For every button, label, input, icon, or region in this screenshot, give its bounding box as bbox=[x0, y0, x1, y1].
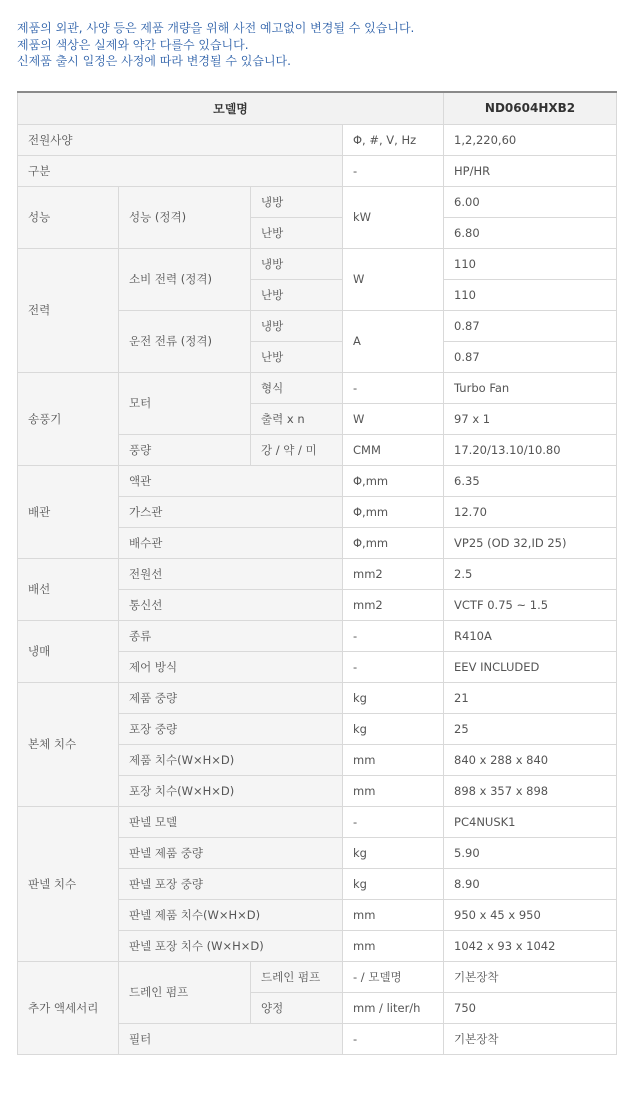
item-label: 필터 bbox=[119, 1023, 343, 1054]
table-row bbox=[18, 248, 617, 279]
item-label: 판넬 제품 중량 bbox=[119, 837, 343, 868]
mode-label: 난방 bbox=[251, 217, 343, 248]
mode-label: 냉방 bbox=[251, 310, 343, 341]
item-label: 판넬 모델 bbox=[119, 806, 343, 837]
group-label: 배관 bbox=[18, 465, 119, 558]
group-label: 본체 치수 bbox=[18, 682, 119, 806]
row-value: 6.80 bbox=[444, 217, 617, 248]
item-label: 제품 치수(W×H×D) bbox=[119, 744, 343, 775]
item-label: 종류 bbox=[119, 620, 343, 651]
row-value: EEV INCLUDED bbox=[444, 651, 617, 682]
sub-label: 풍량 bbox=[119, 434, 251, 465]
row-value: 1,2,220,60 bbox=[444, 124, 617, 155]
row-value: HP/HR bbox=[444, 155, 617, 186]
sub-label: 드레인 펌프 bbox=[119, 961, 251, 1023]
row-value: 21 bbox=[444, 682, 617, 713]
table-row bbox=[18, 558, 617, 589]
row-value: 110 bbox=[444, 248, 617, 279]
row-unit: Φ,mm bbox=[343, 465, 444, 496]
row-unit: kg bbox=[343, 682, 444, 713]
row-unit: Φ, #, V, Hz bbox=[343, 124, 444, 155]
row-value: R410A bbox=[444, 620, 617, 651]
sub-label: 성능 (정격) bbox=[119, 186, 251, 248]
item-label: 배수관 bbox=[119, 527, 343, 558]
mode-label: 냉방 bbox=[251, 248, 343, 279]
row-unit: W bbox=[343, 403, 444, 434]
row-unit: - bbox=[343, 155, 444, 186]
mode-label: 난방 bbox=[251, 279, 343, 310]
row-unit: CMM bbox=[343, 434, 444, 465]
spec-table bbox=[17, 91, 617, 1055]
row-unit: A bbox=[343, 310, 444, 372]
mode-label: 난방 bbox=[251, 341, 343, 372]
row-unit: mm2 bbox=[343, 589, 444, 620]
item-label: 통신선 bbox=[119, 589, 343, 620]
row-value: 2.5 bbox=[444, 558, 617, 589]
row-value: 110 bbox=[444, 279, 617, 310]
group-label: 배선 bbox=[18, 558, 119, 620]
row-unit: mm bbox=[343, 899, 444, 930]
row-value: 25 bbox=[444, 713, 617, 744]
row-unit: - bbox=[343, 806, 444, 837]
group-label: 냉매 bbox=[18, 620, 119, 682]
row-value: 898 x 357 x 898 bbox=[444, 775, 617, 806]
notice-text bbox=[17, 20, 414, 70]
table-row bbox=[18, 124, 617, 155]
notice-line: 신제품 출시 일정은 사정에 따라 변경될 수 있습니다. bbox=[17, 54, 291, 68]
row-unit: kg bbox=[343, 837, 444, 868]
row-value: VP25 (OD 32,ID 25) bbox=[444, 527, 617, 558]
group-label: 전력 bbox=[18, 248, 119, 372]
item-label: 판넬 제품 치수(W×H×D) bbox=[119, 899, 343, 930]
row-unit: - / 모델명 bbox=[343, 961, 444, 992]
row-value: 950 x 45 x 950 bbox=[444, 899, 617, 930]
row-value: 6.35 bbox=[444, 465, 617, 496]
table-row bbox=[18, 620, 617, 651]
mode-label: 냉방 bbox=[251, 186, 343, 217]
item-label: 형식 bbox=[251, 372, 343, 403]
row-value: Turbo Fan bbox=[444, 372, 617, 403]
sub-label: 운전 전류 (정격) bbox=[119, 310, 251, 372]
sub-label: 모터 bbox=[119, 372, 251, 434]
model-label: 모델명 bbox=[18, 92, 444, 124]
table-row bbox=[18, 806, 617, 837]
sub-label: 소비 전력 (정격) bbox=[119, 248, 251, 310]
notice-line: 제품의 색상은 실제와 약간 다를수 있습니다. bbox=[17, 37, 249, 52]
row-value: 840 x 288 x 840 bbox=[444, 744, 617, 775]
item-label: 출력 x n bbox=[251, 403, 343, 434]
model-value: ND0604HXB2 bbox=[444, 92, 617, 124]
row-value: VCTF 0.75 ~ 1.5 bbox=[444, 589, 617, 620]
row-value: 1042 x 93 x 1042 bbox=[444, 930, 617, 961]
group-label: 송풍기 bbox=[18, 372, 119, 465]
row-label: 구분 bbox=[18, 155, 343, 186]
item-label: 양정 bbox=[251, 992, 343, 1023]
notice-line: 제품의 외관, 사양 등은 제품 개량을 위해 사전 예고없이 변경될 수 있습니다. bbox=[17, 21, 415, 35]
row-unit: kW bbox=[343, 186, 444, 248]
row-unit: - bbox=[343, 620, 444, 651]
row-unit: - bbox=[343, 372, 444, 403]
row-value: 17.20/13.10/10.80 bbox=[444, 434, 617, 465]
item-label: 제어 방식 bbox=[119, 651, 343, 682]
group-label: 추가 액세서리 bbox=[18, 961, 119, 1054]
row-label: 전원사양 bbox=[18, 124, 343, 155]
row-value: 97 x 1 bbox=[444, 403, 617, 434]
row-unit: Φ,mm bbox=[343, 527, 444, 558]
table-row bbox=[18, 186, 617, 217]
row-value: 0.87 bbox=[444, 310, 617, 341]
item-label: 액관 bbox=[119, 465, 343, 496]
row-value: 8.90 bbox=[444, 868, 617, 899]
item-label: 판넬 포장 치수 (W×H×D) bbox=[119, 930, 343, 961]
row-unit: W bbox=[343, 248, 444, 310]
row-value: 750 bbox=[444, 992, 617, 1023]
table-row bbox=[18, 372, 617, 403]
row-unit: - bbox=[343, 1023, 444, 1054]
table-header-row bbox=[18, 92, 617, 124]
group-label: 판넬 치수 bbox=[18, 806, 119, 961]
row-unit: mm bbox=[343, 930, 444, 961]
item-label: 전원선 bbox=[119, 558, 343, 589]
item-label: 가스관 bbox=[119, 496, 343, 527]
item-label: 판넬 포장 중량 bbox=[119, 868, 343, 899]
row-unit: - bbox=[343, 651, 444, 682]
row-value: 기본장착 bbox=[444, 961, 617, 992]
item-label: 드레인 펌프 bbox=[251, 961, 343, 992]
row-value: 기본장착 bbox=[444, 1023, 617, 1054]
row-value: 6.00 bbox=[444, 186, 617, 217]
row-value: PC4NUSK1 bbox=[444, 806, 617, 837]
row-unit: Φ,mm bbox=[343, 496, 444, 527]
group-label: 성능 bbox=[18, 186, 119, 248]
row-value: 12.70 bbox=[444, 496, 617, 527]
table-row bbox=[18, 961, 617, 992]
table-row bbox=[18, 682, 617, 713]
table-row bbox=[18, 155, 617, 186]
row-unit: mm / liter/h bbox=[343, 992, 444, 1023]
row-unit: mm2 bbox=[343, 558, 444, 589]
item-label: 제품 중량 bbox=[119, 682, 343, 713]
item-label: 포장 치수(W×H×D) bbox=[119, 775, 343, 806]
item-label: 포장 중량 bbox=[119, 713, 343, 744]
row-unit: kg bbox=[343, 713, 444, 744]
row-value: 5.90 bbox=[444, 837, 617, 868]
row-unit: kg bbox=[343, 868, 444, 899]
row-unit: mm bbox=[343, 775, 444, 806]
table-row bbox=[18, 465, 617, 496]
item-label: 강 / 약 / 미 bbox=[251, 434, 343, 465]
row-value: 0.87 bbox=[444, 341, 617, 372]
row-unit: mm bbox=[343, 744, 444, 775]
